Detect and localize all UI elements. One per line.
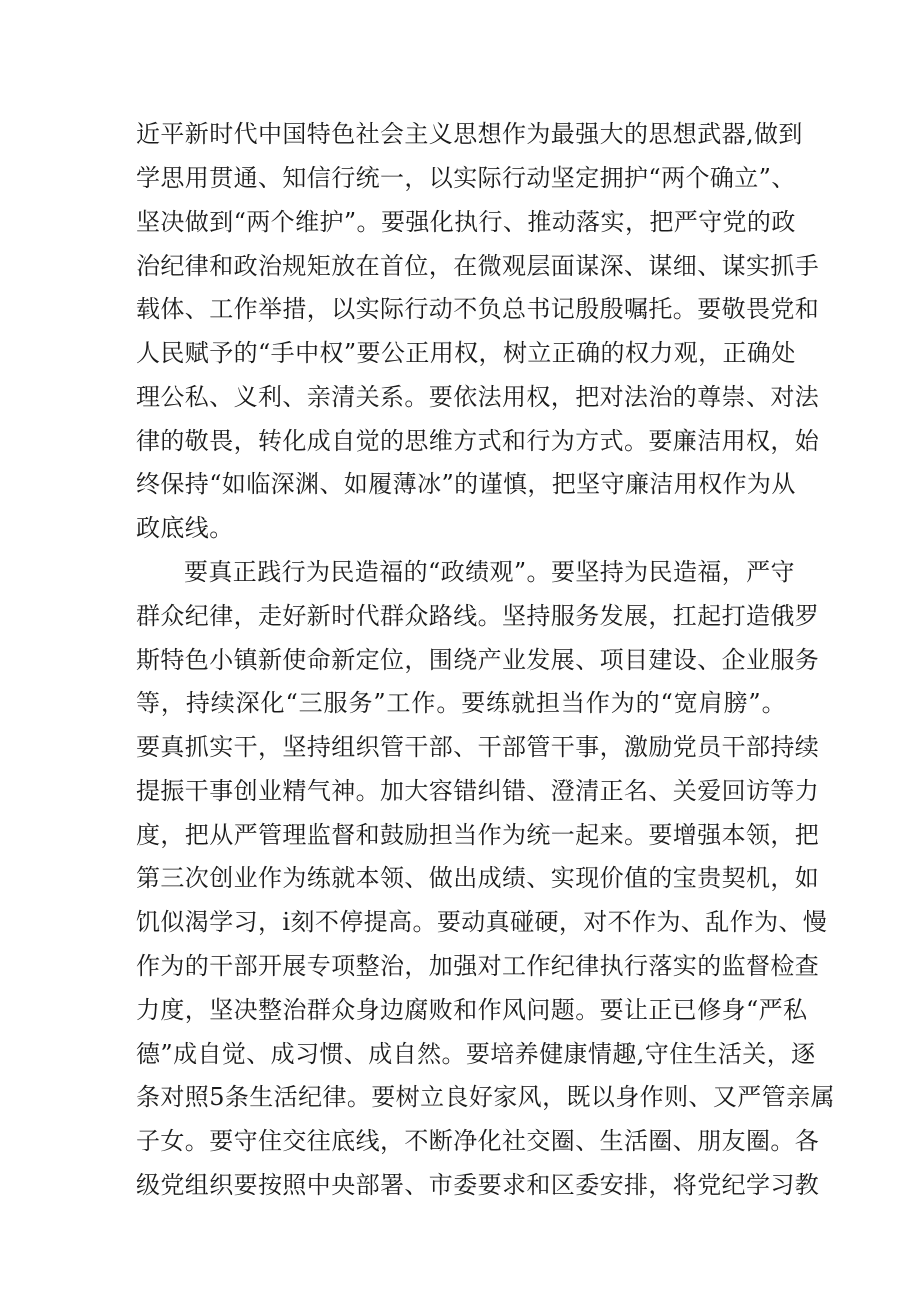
text-line: 提振干事创业精气神。加大容错纠错、澄清正名、关爱回访等力 [136, 777, 820, 805]
text-line-paragraph-start: 要真正践行为民造福的“政绩观”。要坚持为民造福，严守 [184, 558, 795, 586]
text-line: 子女。要守住交往底线，不断净化社交圈、生活圈、朋友圈。各 [136, 1127, 820, 1155]
text-line: 饥似渴学习，i刻不停提高。要动真碰硬，对不作为、乱作为、慢 [136, 908, 828, 936]
text-line: 治纪律和政治规矩放在首位，在微观层面谋深、谋细、谋实抓手 [136, 252, 820, 280]
text-line: 学思用贯通、知信行统一，以实际行动坚定拥护“两个确立”、 [136, 164, 796, 192]
text-line: 作为的干部开展专项整治，加强对工作纪律执行落实的监督检查 [136, 952, 820, 980]
text-line: 载体、工作举措，以实际行动不负总书记殷殷嘱托。要敬畏党和 [136, 295, 820, 323]
text-line: 要真抓实干，坚持组织管干部、干部管干事，激励党员干部持续 [136, 733, 820, 761]
text-line: 群众纪律，走好新时代群众路线。坚持服务发展，扛起打造俄罗 [136, 602, 820, 630]
text-line: 度，把从严管理监督和鼓励担当作为统一起来。要增强本领，把 [136, 821, 820, 849]
text-line: 律的敬畏，转化成自觉的思维方式和行为方式。要廉洁用权，始 [136, 427, 820, 455]
text-line: 人民赋予的“手中权”要公正用权，树立正确的权力观，正确处 [136, 339, 796, 367]
text-line: 条对照5条生活纪律。要树立良好家风，既以身作则、又严管亲属 [136, 1083, 835, 1111]
text-line-paragraph-end: 政底线。 [136, 514, 234, 542]
text-line: 级党组织要按照中央部署、市委要求和区委安排，将党纪学习教 [136, 1171, 820, 1199]
text-line: 等，持续深化“三服务”工作。要练就担当作为的“宽肩膀”。 [136, 689, 786, 717]
text-line: 力度，坚决整治群众身边腐败和作风问题。要让正已修身“严私 [136, 996, 808, 1024]
text-line: 理公私、义利、亲清关系。要依法用权，把对法治的尊崇、对法 [136, 383, 820, 411]
text-line: 坚决做到“两个维护”。要强化执行、推动落实，把严守党的政 [136, 208, 796, 236]
text-line: 第三次创业作为练就本领、做出成绩、实现价值的宝贵契机，如 [136, 864, 820, 892]
text-line: 德”成自觉、成习惯、成自然。要培养健康情趣,守住生活关，逐 [136, 1040, 816, 1068]
text-line: 斯特色小镇新使命新定位，围绕产业发展、项目建设、企业服务 [136, 646, 820, 674]
text-line: 终保持“如临深渊、如履薄冰”的谨慎，把坚守廉洁用权作为从 [136, 470, 796, 498]
text-line: 近平新时代中国特色社会主义思想作为最强大的思想武器,做到 [136, 120, 803, 148]
